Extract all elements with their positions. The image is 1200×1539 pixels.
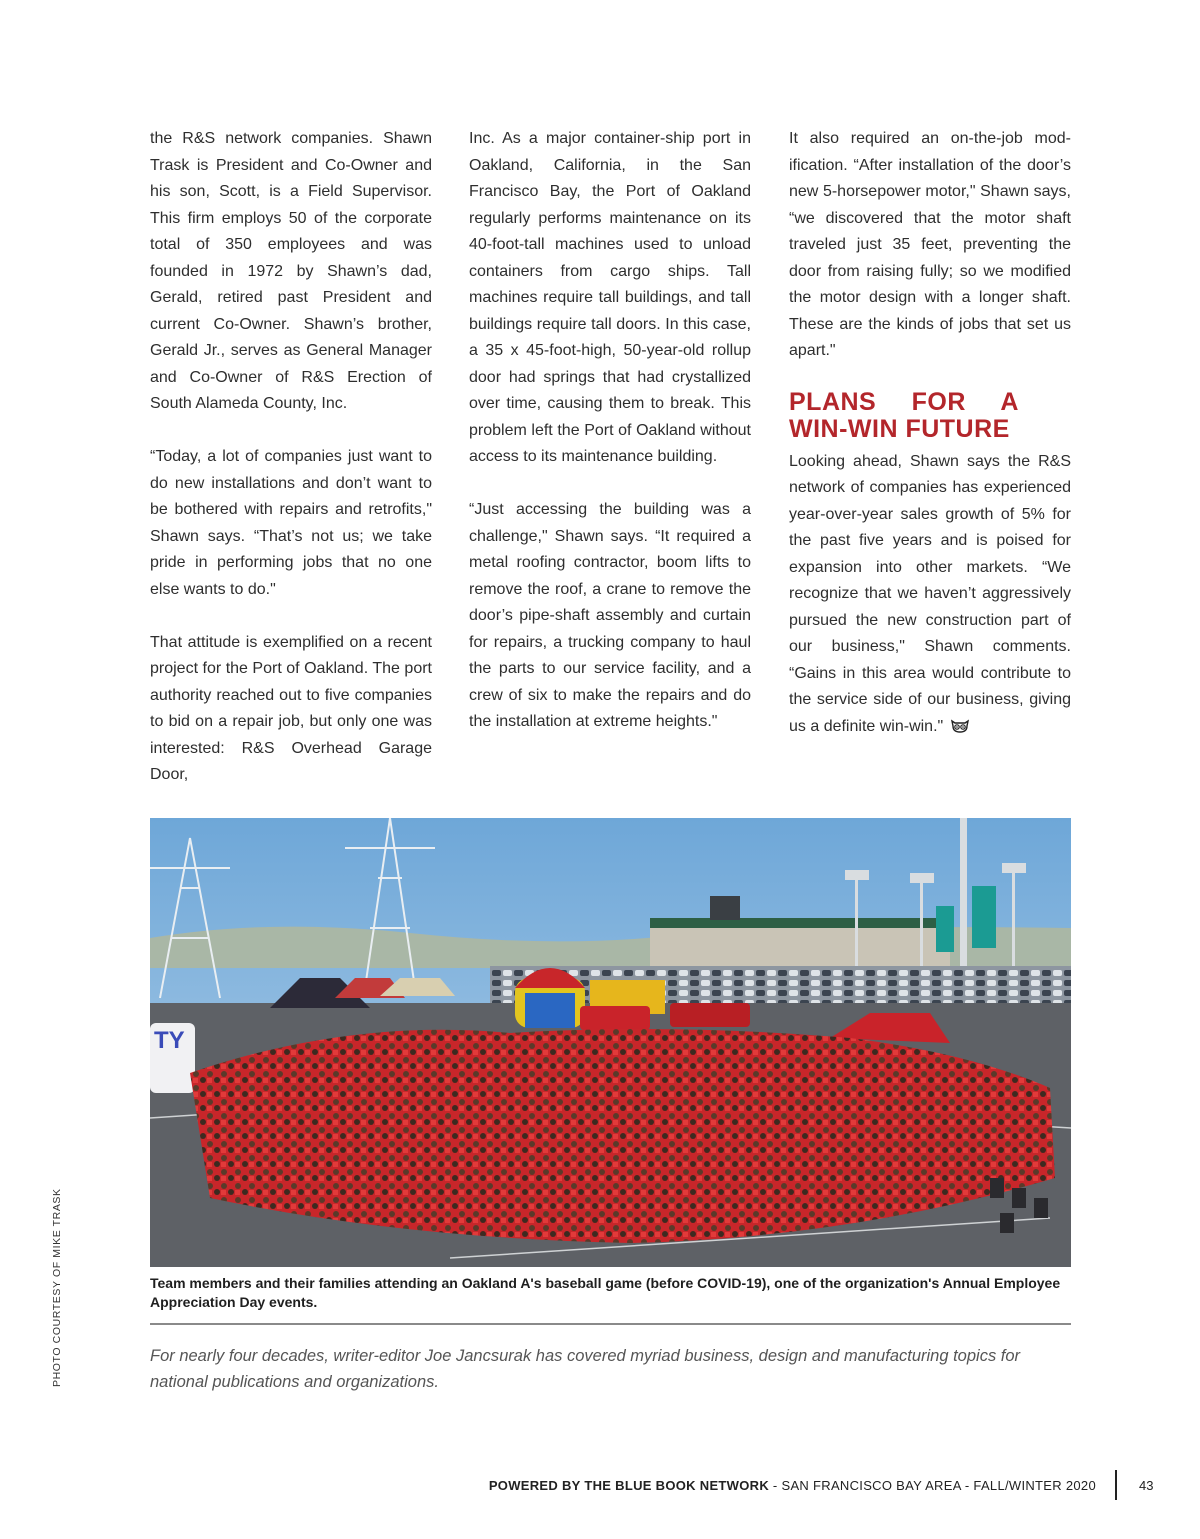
team-photo <box>150 818 1071 1267</box>
paragraph <box>789 449 1071 743</box>
article-column-1 <box>150 126 432 789</box>
page-footer <box>489 1478 1096 1493</box>
author-bio: For nearly four decades, writer-editor Joe Jancsurak has covered myriad business, design and manufacturing topics for national publications and organizations. <box>150 1347 1021 1391</box>
team-photo-illustration <box>150 818 1071 1267</box>
footer-brand: POWERED BY THE BLUE BOOK NETWORK <box>488 1478 770 1493</box>
footer-details: - SAN FRANCISCO BAY AREA - FALL/WINTER 2020 <box>769 1478 1096 1493</box>
paragraph: the R&S network companies. Shawn Trask is President and Co-Owner and his son, Scott, is a Field Supervisor. This firm employs 50 of the corporate total of 350 employees and was founded in 1972 by Shawn’s dad, Gerald, retired past President and current Co-Owner. Shawn’s brother, Gerald Jr., serves as General Manager and Co-Owner of R&S Erection of South Alameda County, Inc. <box>150 130 432 412</box>
photo-caption: Team members and their families attending an Oakland A's baseball game (before COVID-19), one of the organization's Annual Employee Appreciation Day events. <box>150 1275 1061 1310</box>
truck-banner-text: TY <box>154 1027 185 1054</box>
divider <box>150 1323 1071 1325</box>
photo-credit: PHOTO COURTESY OF MIKE TRASK <box>51 1188 63 1387</box>
footer-divider <box>1115 1470 1117 1500</box>
owl-icon <box>951 716 969 743</box>
paragraph: It also required an on-the-job modification. “After installation of the door’s new 5-horsepower motor," Shawn says, “we discovered that the motor shaft traveled just 35 feet, preventing the door from raising fully; so we modified the motor design with a longer shaft. These are the kinds of jobs that set us apart." <box>789 130 1071 359</box>
paragraph: That attitude is exemplified on a recent project for the Port of Oakland. The port authority reached out to five companies to bid on a repair job, but only one was interested: R&S Overhead Garage Door, <box>150 633 432 783</box>
page-number: 43 <box>1139 1478 1154 1493</box>
paragraph: Inc. As a major container-ship port in Oakland, California, in the San Francisco Bay, the Port of Oakland regularly performs maintenance on its 40-foot-tall machines used to unload containers from cargo ships. Tall machines require tall buildings, and tall buildings require tall doors. In this case, a 35 x 45-foot-high, 50-year-old rollup door had springs that had crystallized over time, causing them to break. This problem left the Port of Oakland without access to its maintenance building. <box>469 130 751 465</box>
section-subhead: PLANS FOR A WIN-WIN FUTURE <box>789 387 1019 443</box>
paragraph: “Today, a lot of companies just want to do new installations and don’t want to be bothered with repairs and retrofits," Shawn says. “That’s not us; we take pride in performing jobs that no one else wants to do." <box>150 448 432 598</box>
paragraph: “Just accessing the building was a challenge," Shawn says. “It required a metal roofing contractor, boom lifts to remove the roof, a crane to remove the door’s pipe-shaft assembly and curtain for repairs, a trucking company to haul the parts to our service facility, and a crew of six to make the repairs and do the installation at extreme heights." <box>469 501 751 730</box>
article-column-3 <box>789 126 1071 742</box>
paragraph-text: Looking ahead, Shawn says the R&S network of companies has experienced year-over-year sales growth of 5% for the past five years and is poised for expansion into other markets. “We recognize that we haven’t aggressively pursued the new construction part of our business," Shawn comments. “Gains in this area would contribute to the service side of our business, giving us a definite win-win." <box>789 452 1071 735</box>
article-column-2 <box>469 126 751 736</box>
